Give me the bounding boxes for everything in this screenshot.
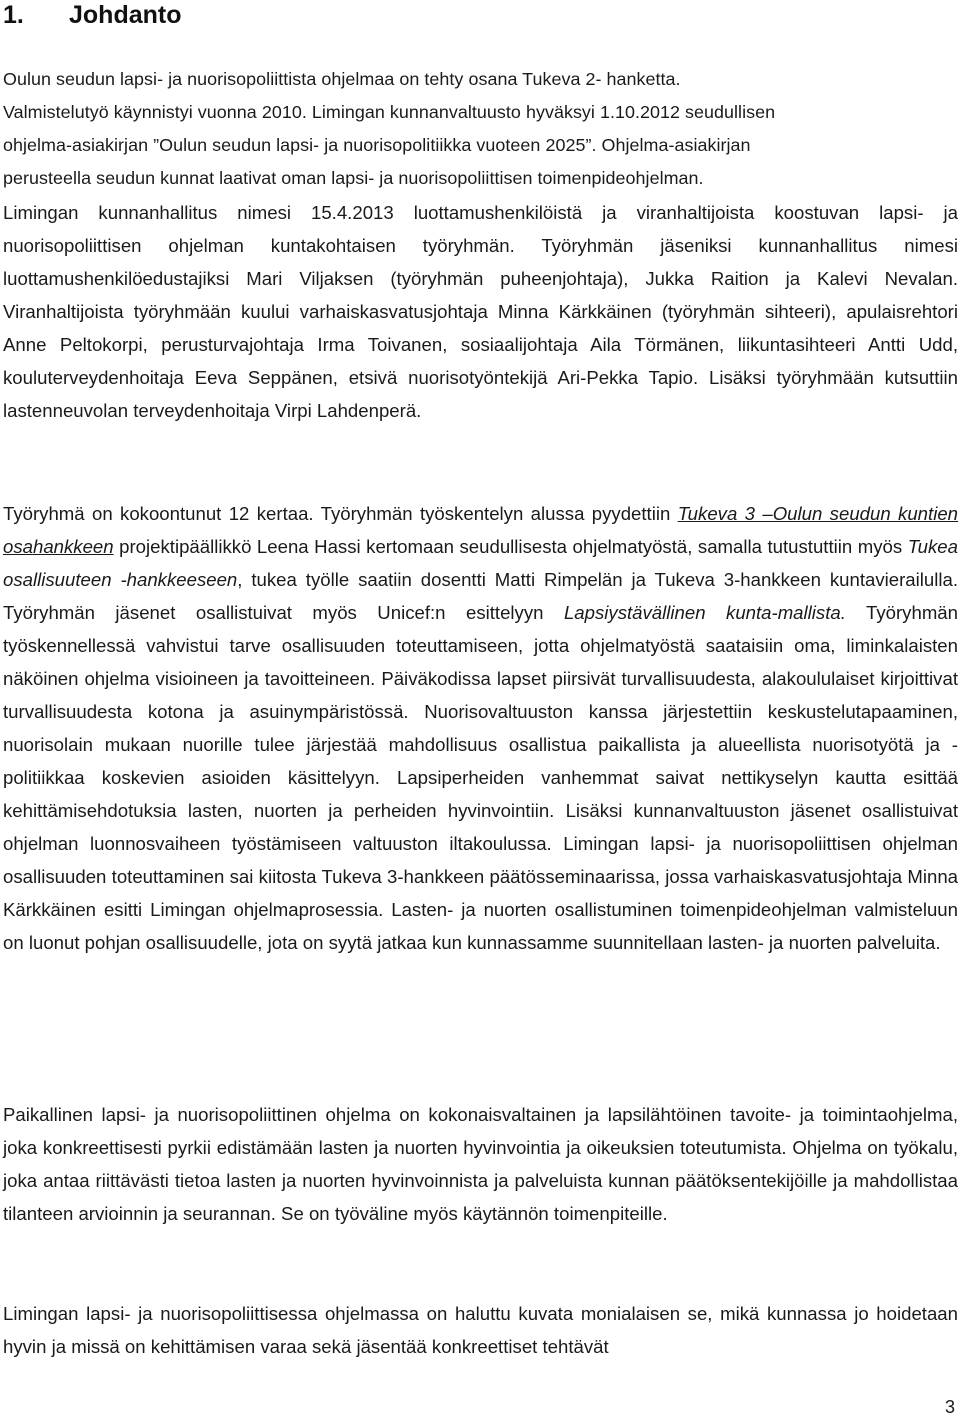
project-name-italic: Tukea osallisuuteen -hankkeeseen (3, 536, 958, 590)
intro-line: perusteella seudun kunnat laativat oman lapsi- ja nuorisopoliittisen toimenpideohjelman. (3, 168, 704, 188)
process-text-3: , tukea työlle saatiin dosentti Matti Rimpelän ja Tukeva 3-hankkeen kuntavierailulla. Työryhmän jäsenet osallistuivat myös Unicef:n esittelyyn (3, 569, 958, 623)
document-page (3, 0, 959, 1357)
process-text-4: Työryhmän työskennellessä vahvistui tarve osallisuuden toteuttamiseen, jotta ohjelmatyöstä saataisiin oma, liminkalaisten näköinen ohjelma visioineen ja tavoitteineen. Päiväkodissa lapset piirsivät turvallisuudesta, alakoululaiset kirjoittivat turvallisuudesta kotona ja asuinympäristössä. Nuorisovaltuuston kanssa järjestettiin keskustelutapaaminen, nuorisolain mukaan nuorille tulee järjestää mahdollisuus osallistua paikallista ja alueellista nuorisotyötä ja -politiikkaa koskevien asioiden käsittelyyn. Lapsiperheiden vanhemmat saivat nettikyselyn kautta esittää kehittämisehdotuksia lasten, nuorten ja perheiden hyvinvointiin. Lisäksi kunnanvaltuuston jäsenet osallistuivat ohjelman luonnosvaiheen työstämiseen valtuuston iltakoulussa. Limingan lapsi- ja nuorisopoliittisen ohjelman osallisuuden toteuttaminen sai kiitosta Tukeva 3-hankkeen päätösseminaarissa, jossa varhaiskasvatusjohtaja Minna Kärkkäinen esitti Limingan ohjelmaprosessia. Lasten- ja nuorten osallistuminen toimenpideohjelman valmisteluun on luonut pohjan osallisuudelle, jota on syytä jatkaa kun kunnassamme suunnitellaan lasten- ja nuorten palveluita. (3, 602, 958, 953)
intro-paragraph (3, 63, 958, 195)
page-number: 3 (944, 1397, 955, 1417)
program-purpose-paragraph: Limingan lapsi- ja nuorisopoliittisessa ohjelmassa on haluttu kuvata monialaisen se, mikä kunnassa jo hoidetaan hyvin ja missä on kehittämisen varaa sekä jäsentää konkreettiset tehtävät (3, 1303, 958, 1357)
intro-line: Oulun seudun lapsi- ja nuorisopoliittista ohjelmaa on tehty osana Tukeva 2- hanketta. (3, 69, 681, 89)
heading-number: 1. (3, 1, 24, 29)
program-definition-paragraph: Paikallinen lapsi- ja nuorisopoliittinen ohjelma on kokonaisvaltainen ja lapsilähtöinen tavoite- ja toimintaohjelma, joka konkreettisesti pyrkii edistämään lasten ja nuorten hyvinvointia ja oikeuksien toteutumista. Ohjelma on työkalu, joka antaa riittävästi tietoa lasten ja nuorten hyvinvoinnista ja palveluista kunnan päätöksentekijöille ja mahdollistaa tilanteen arvioinnin ja seurannan. Se on työväline myös käytännön toimenpiteille. (3, 1104, 958, 1224)
intro-line: ohjelma-asiakirjan ”Oulun seudun lapsi- ja nuorisopolitiikka vuoteen 2025”. Ohjelma-asiakirjan (3, 135, 751, 155)
project-name-link: Tukeva 3 –Oulun seudun kuntien osahankkeen (3, 503, 959, 557)
intro-line: Valmistelutyö käynnistyi vuonna 2010. Limingan kunnanvaltuusto hyväksyi 1.10.2012 seudullisen (3, 102, 776, 122)
model-name-italic: Lapsiystävällinen kunta-mallista. (563, 602, 846, 623)
process-text-1: Työryhmä on kokoontunut 12 kertaa. Työryhmän työskentelyn alussa pyydettiin (3, 503, 678, 524)
working-group-paragraph: Limingan kunnanhallitus nimesi 15.4.2013 luottamushenkilöistä ja viranhaltijoista koostuvan lapsi- ja nuorisopoliittisen ohjelman kuntakohtaisen työryhmän. Työryhmän jäseniksi kunnanhallitus nimesi luottamushenkilöedustajiksi Mari Viljaksen (työryhmän puheenjohtaja), Jukka Raition ja Kalevi Nevalan. Viranhaltijoista työryhmään kuului varhaiskasvatusjohtaja Minna Kärkkäinen (työryhmän sihteeri), apulaisrehtori Anne Peltokorpi, perusturvajohtaja Irma Toivanen, sosiaalijohtaja Aila Törmänen, liikuntasihteeri Antti Udd, kouluterveydenhoitaja Eeva Seppänen, etsivä nuorisotyöntekijä Ari-Pekka Tapio. Lisäksi työryhmään kutsuttiin lastenneuvolan terveydenhoitaja Virpi Lahdenperä. (3, 202, 958, 421)
heading-title: Johdanto (69, 1, 182, 29)
section-heading (3, 0, 958, 32)
process-paragraph (3, 497, 958, 959)
process-text-2: projektipäällikkö Leena Hassi kertomaan seudullisesta ohjelmatyöstä, samalla tutustuttiin myös (113, 536, 908, 557)
